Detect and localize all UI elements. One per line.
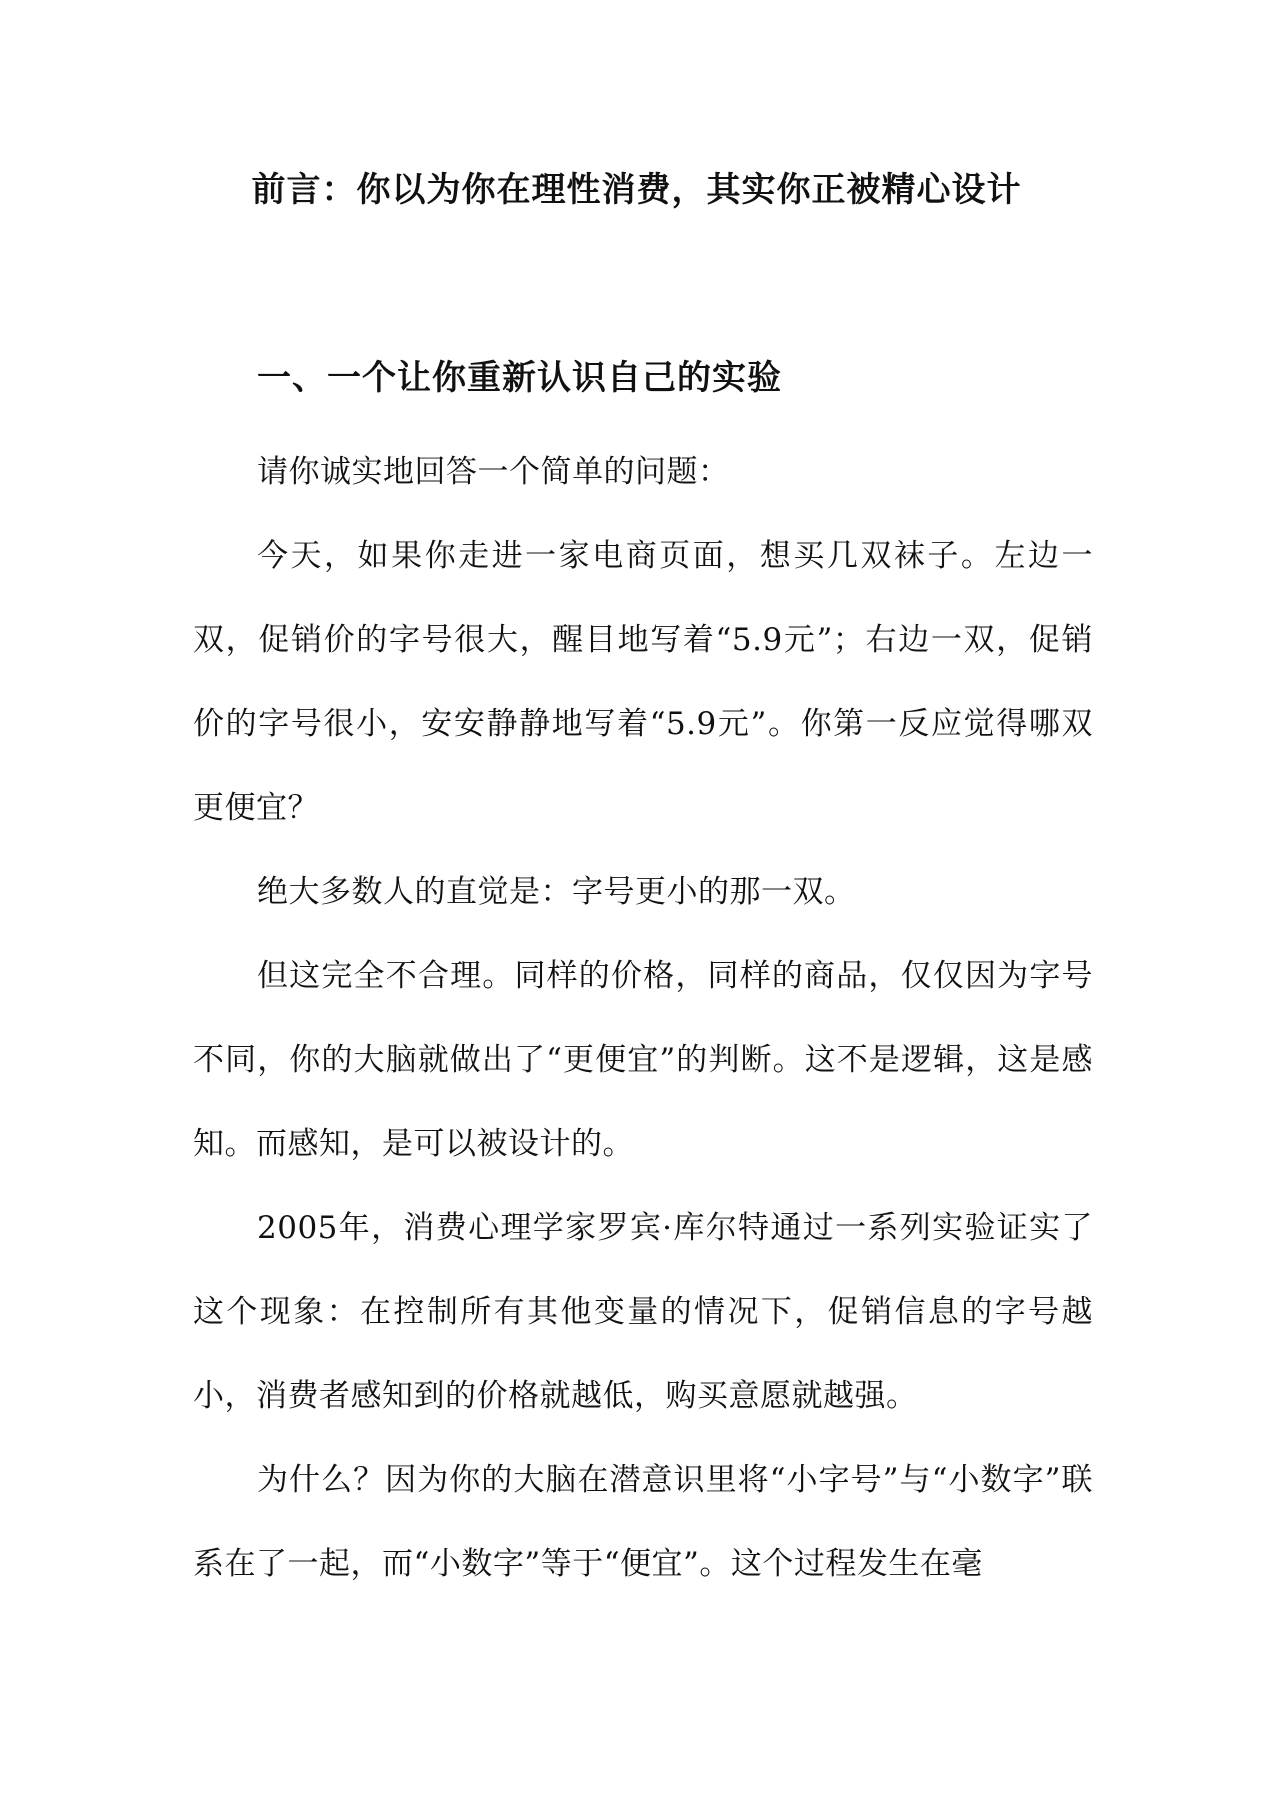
section-heading: 一、一个让你重新认识自己的实验 [257,358,782,398]
paragraph-perception: 但这完全不合理。同样的价格，同样的商品，仅仅因为字号不同，你的大脑就做出了“更便宜”的判断。这不是逻辑，这是感知。而感知，是可以被设计的。 [193,958,1093,1162]
paragraph-socks-scenario: 今天，如果你走进一家电商页面，想买几双袜子。左边一双，促销价的字号很大，醒目地写着“5.9元”；右边一双，促销价的字号很小，安安静静地写着“5.9元”。你第一反应觉得哪双更便宜？ [193,538,1093,826]
paragraph-experiment: 2005年，消费心理学家罗宾·库尔特通过一系列实验证实了这个现象：在控制所有其他变量的情况下，促销信息的字号越小，消费者感知到的价格就越低，购买意愿就越强。 [193,1210,1093,1414]
document-title: 前言：你以为你在理性消费，其实你正被精心设计 [251,170,1022,210]
body-text [193,430,1093,1606]
paragraph-explanation: 为什么？因为你的大脑在潜意识里将“小字号”与“小数字”联系在了一起，而“小数字”等于“便宜”。这个过程发生在毫 [193,1462,1093,1582]
paragraph-question-intro: 请你诚实地回答一个简单的问题： [257,454,730,490]
paragraph-intuition: 绝大多数人的直觉是：字号更小的那一双。 [257,874,856,910]
